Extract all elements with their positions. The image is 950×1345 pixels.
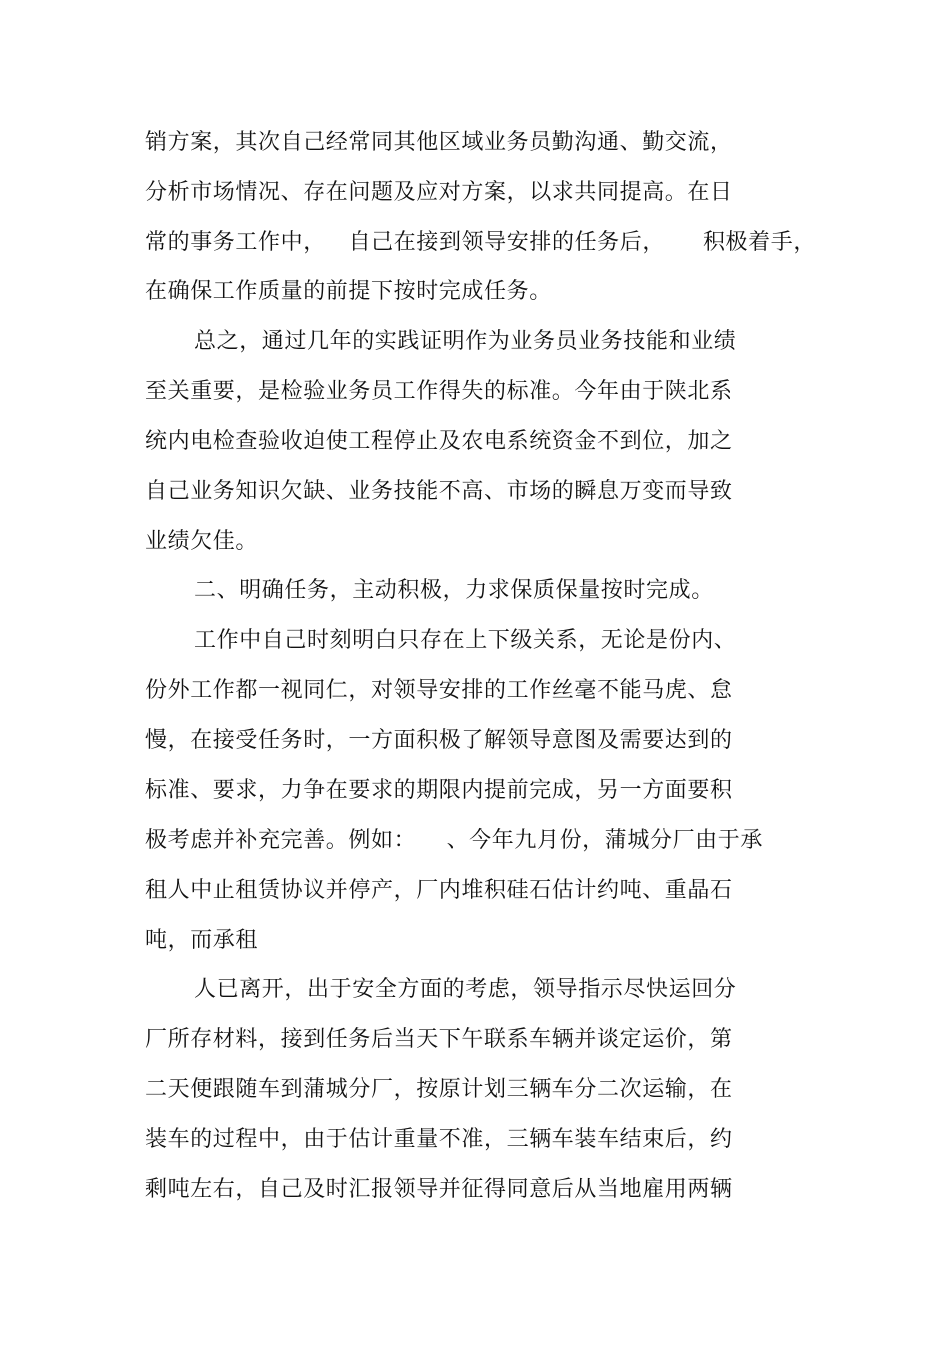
text-line: 业绩欠佳。: [145, 529, 259, 554]
text-line: 吨，而承租: [145, 928, 259, 953]
text-line: 统内电检查验收迫使工程停止及农电系统资金不到位，加之: [145, 429, 733, 454]
text-line: 销方案，其次自己经常同其他区域业务员勤沟通、勤交流，: [145, 130, 733, 155]
paragraph-first-line: 总之，通过几年的实践证明作为业务员业务技能和业绩: [194, 329, 737, 354]
text-line: 自己业务知识欠缺、业务技能不高、市场的瞬息万变而导致: [145, 479, 733, 504]
text-line: 至关重要，是检验业务员工作得失的标准。今年由于陕北系: [145, 379, 733, 404]
text-line: 租人中止租赁协议并停产，厂内堆积硅石估计约吨、重晶石: [145, 878, 733, 903]
text-line: 剩吨左右，自己及时汇报领导并征得同意后从当地雇用两辆: [145, 1177, 733, 1202]
text-line: 极考虑并补充完善。例如： 、今年九月份，蒲城分厂由于承: [145, 828, 763, 853]
text-line: 标准、要求，力争在要求的期限内提前完成，另一方面要积: [145, 778, 733, 803]
text-line: 厂所存材料，接到任务后当天下午联系车辆并谈定运价，第: [145, 1027, 733, 1052]
text-line: 分析市场情况、存在问题及应对方案，以求共同提高。在日: [145, 180, 733, 205]
text-line: 份外工作都一视同仁，对领导安排的工作丝毫不能马虎、怠: [145, 678, 733, 703]
text-line: 装车的过程中，由于估计重量不准，三辆车装车结束后，约: [145, 1127, 733, 1152]
text-line: 在确保工作质量的前提下按时完成任务。: [145, 279, 552, 304]
paragraph-first-line: 工作中自己时刻明白只存在上下级关系，无论是份内、: [194, 628, 737, 653]
section-heading: 二、明确任务，主动积极，力求保质保量按时完成。: [194, 578, 714, 603]
text-line: 常的事务工作中， 自己在接到领导安排的任务后， 积极着手，: [145, 230, 816, 255]
text-line: 二天便跟随车到蒲城分厂，按原计划三辆车分二次运输，在: [145, 1077, 733, 1102]
paragraph-first-line: 人已离开，出于安全方面的考虑，领导指示尽快运回分: [194, 977, 737, 1002]
text-line: 慢，在接受任务时，一方面积极了解领导意图及需要达到的: [145, 728, 733, 753]
